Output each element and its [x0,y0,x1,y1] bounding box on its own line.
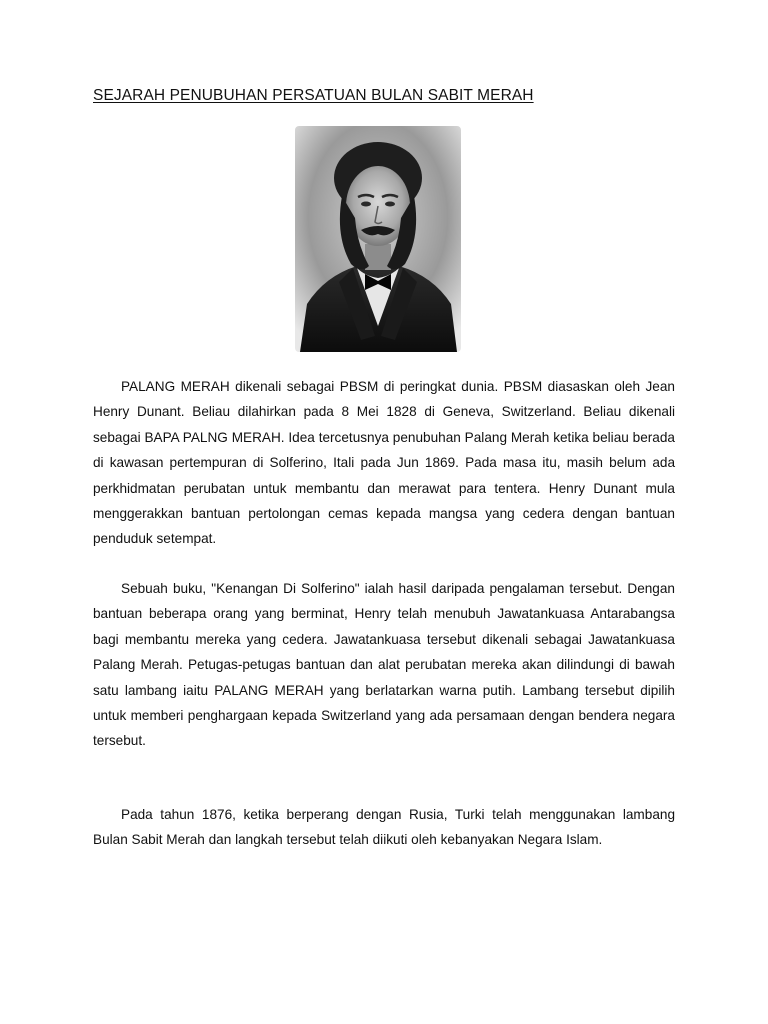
page-title: SEJARAH PENUBUHAN PERSATUAN BULAN SABIT MERAH [93,87,534,104]
portrait-photo-icon [295,126,461,352]
paragraph-1: PALANG MERAH dikenali sebagai PBSM di peringkat dunia. PBSM diasaskan oleh Jean Henry Dunant. Beliau dilahirkan pada 8 Mei 1828 di Geneva, Switzerland. Beliau dikenali sebagai BAPA PALNG MERAH. Idea tercetusnya penubuhan Palang Merah ketika beliau berada di kawasan pertempuran di Solferino, Itali pada Jun 1869. Pada masa itu, masih belum ada perkhidmatan perubatan untuk membantu dan merawat para tentera. Henry Dunant mula menggerakkan bantuan pertolongan cemas kepada mangsa yang cedera dengan bantuan penduduk setempat. [93,379,675,547]
paragraph-3: Pada tahun 1876, ketika berperang dengan Rusia, Turki telah menggunakan lambang Bulan Sabit Merah dan langkah tersebut telah diikuti oleh kebanyakan Negara Islam. [93,807,675,848]
paragraph-2: Sebuah buku, "Kenangan Di Solferino" ialah hasil daripada pengalaman tersebut. Dengan bantuan beberapa orang yang berminat, Henry telah menubuh Jawatankuasa Antarabangsa bagi membantu mereka yang cedera. Jawatankuasa tersebut dikenali sebagai Jawatankuasa Palang Merah. Petugas-petugas bantuan dan alat perubatan mereka akan dilindungi di bawah satu lambang iaitu PALANG MERAH yang berlatarkan warna putih. Lambang tersebut dipilih untuk memberi penghargaan kepada Switzerland yang ada persamaan dengan bendera negara tersebut. [93,581,675,749]
